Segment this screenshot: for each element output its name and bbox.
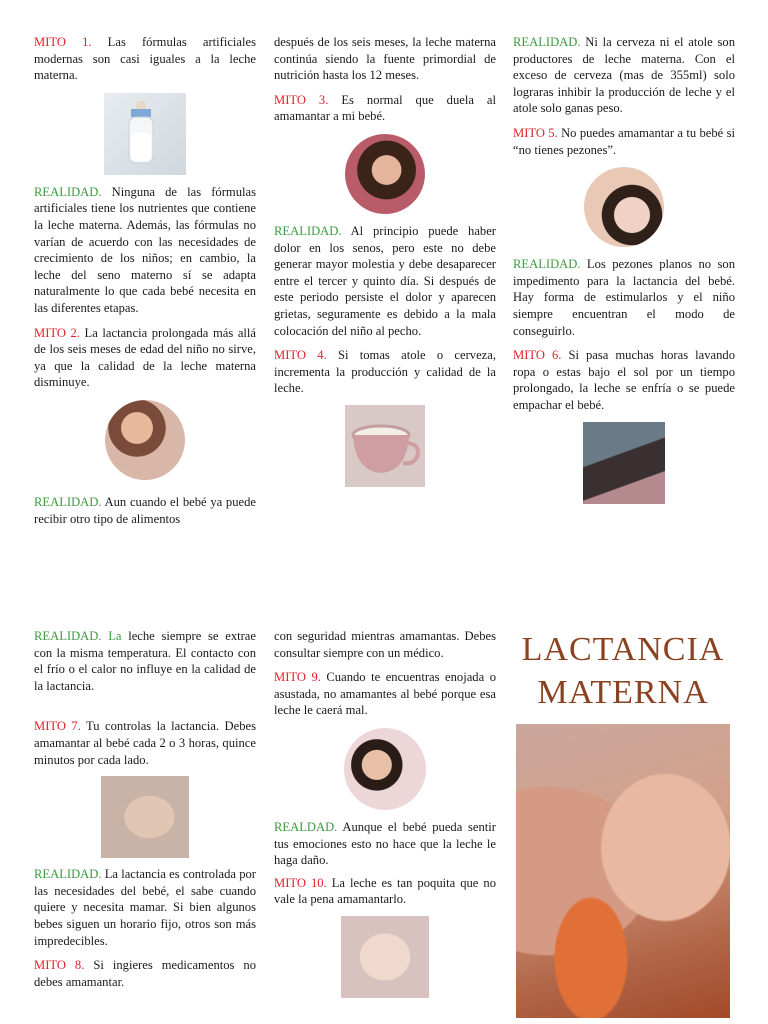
cover-title-line-2: MATERNA [537,674,709,711]
baby-bottle-icon [104,93,186,175]
mito-3-text: Es normal que duela al amamantar a mi bebé. [274,92,497,124]
realidad-6 [34,628,256,694]
mito-8-label: MITO 8. [34,958,85,973]
mito-10-text: La leche es tan poquita que no vale la pena amamantarlo. [274,875,496,907]
realidad-2-continued: después de los seis meses, la leche materna continúa siendo la fuente primordial de nutrición hasta los 12 meses. [274,35,496,83]
mito-5-label: MITO 5. [513,125,558,140]
mother-baby-photo [584,167,664,247]
realidad-2 [34,494,256,527]
mito-1-text: Las fórmulas artificiales modernas son casi iguales a la leche materna. [34,35,256,83]
mito-2 [34,325,256,391]
realidad-7 [34,866,256,949]
realidad-5-text: Los pezones planos no son impedimento para la lactancia del bebé. Hay forma de estimularlos y el niño siempre encuentran el modo de conseguirlo. [513,257,735,338]
mito-9 [274,669,496,719]
mito-6-text: Si pasa muchas horas lavando ropa o estas bajo el sol por un tiempo prolongado, la leche se enfría o se puede empachar el bebé. [513,348,735,412]
mito-4-text: Si tomas atole o cerveza, incrementa la producción y calidad de la leche. [274,348,497,396]
realidad-1-label: REALIDAD. [34,184,102,199]
column-3-top [513,34,735,504]
realidad-4-text: Ni la cerveza ni el atole son productores de leche materna. Con el exceso de cerveza (mas de 355ml) solo lograras inhibir la producción de leche y el atole solo ganas peso. [513,35,735,116]
realidad-2-text: Aun cuando el bebé ya puede recibir otro tipo de alimentos [34,494,256,526]
mito-8 [34,957,256,990]
realidad-6-text: leche siempre se extrae con la misma temperatura. El contacto con el frío o el calor no influye en la calidad de la lactancia. [34,629,256,693]
mito-10-label: MITO 10. [274,875,327,890]
realidad-4 [513,34,735,117]
mito-6-label: MITO 6. [513,348,562,363]
realidad-7-text: La lactancia es controlada por las necesidades del bebé, el sabe cuando quiere y necesita mamar. Si bien algunos bebes siguen un horario fijo, otros son más impredecibles. [34,867,256,948]
realidad-1 [34,184,256,317]
realidad-5-label: REALIDAD. [513,257,581,272]
mito-3-label: MITO 3. [274,92,329,107]
mito-7-text: Tu controlas la lactancia. Debes amamantar al bebé cada 2 o 3 horas, quince minutos por cada lado. [34,719,256,767]
realidad-9 [274,819,496,869]
mito-4 [274,347,496,397]
mito-7-label: MITO 7. [34,719,81,734]
cover-title-line-1: LACTANCIA [521,631,725,668]
realidad-8-continued: con seguridad mientras amamantas. Debes consultar siempre con un médico. [274,629,496,660]
mito-1-label: MITO 1. [34,35,92,49]
cup-icon [345,405,425,487]
cover-title [512,628,734,714]
realidad-3-label: REALIDAD. [274,223,342,238]
mito-2-text: La lactancia prolongada más allá de los seis meses de edad del niño no sirve, ya que la calidad de la leche materna disminuye. [34,325,257,390]
mito-2-label: MITO 2. [34,325,80,340]
mito-9-label: MITO 9. [274,670,321,685]
mito-3 [274,92,496,125]
smiling-baby-photo [344,728,426,810]
cover-breastfeeding-photo [516,724,730,1018]
column-2-bottom [274,628,496,998]
realidad-3-text: Al principio puede haber dolor en los senos, pero este no debe generar mayor molestia y debe desaparecer entre el tercer y quinto día. Si después de este periodo persiste el dolor y aparecen grietas, seguramente es debido a la mala colocación del niño al pecho. [274,223,496,338]
baby-thumb-photo [101,776,189,858]
mito-9-text: Cuando te encuentras enojada o asustada, no amamantes al bebé porque esa leche le caerá mal. [274,670,496,718]
realidad-1-text: Ninguna de las fórmulas artificiales tiene los nutrientes que contiene la leche materna. Además, las fórmulas no varían de acuerdo con las necesidades de crecimiento de los niños; en cambio, la leche del seno materno sí se adapta naturalmente lo que cada bebé necesita en las diferentes etapas. [34,184,256,315]
mito-5 [513,125,735,158]
mito-7 [34,718,256,768]
mito-1 [34,34,256,84]
mito-4-label: MITO 4. [274,348,327,363]
mito-10 [274,875,496,908]
mito-6 [513,347,735,413]
mito-5-text: No puedes amamantar a tu bebé si “no tienes pezones”. [513,125,736,157]
realidad-2-label: REALIDAD. [34,494,102,509]
father-child-photo [583,422,665,504]
baby-feet-photo [341,916,429,998]
cup-of-milk-photo [345,405,425,487]
column-1-bottom [34,628,256,990]
mito-8-text: Si ingieres medicamentos no debes amamantar. [34,958,257,989]
baby-bottle-photo [104,93,186,175]
realidad-4-label: REALIDAD. [513,35,581,49]
realidad-9-label: REALDAD. [274,819,338,834]
column-2-top [274,34,496,487]
realidad-6-label: REALIDAD. La [34,629,122,643]
realidad-9-text: Aunque el bebé pueda sentir tus emociones esto no hace que la leche le haga daño. [274,819,496,868]
baby-drinking-photo [105,400,185,480]
realidad-7-label: REALIDAD. [34,867,102,882]
realidad-5 [513,256,735,339]
column-1-top [34,34,256,527]
mother-pain-photo [345,134,425,214]
realidad-3 [274,223,496,339]
